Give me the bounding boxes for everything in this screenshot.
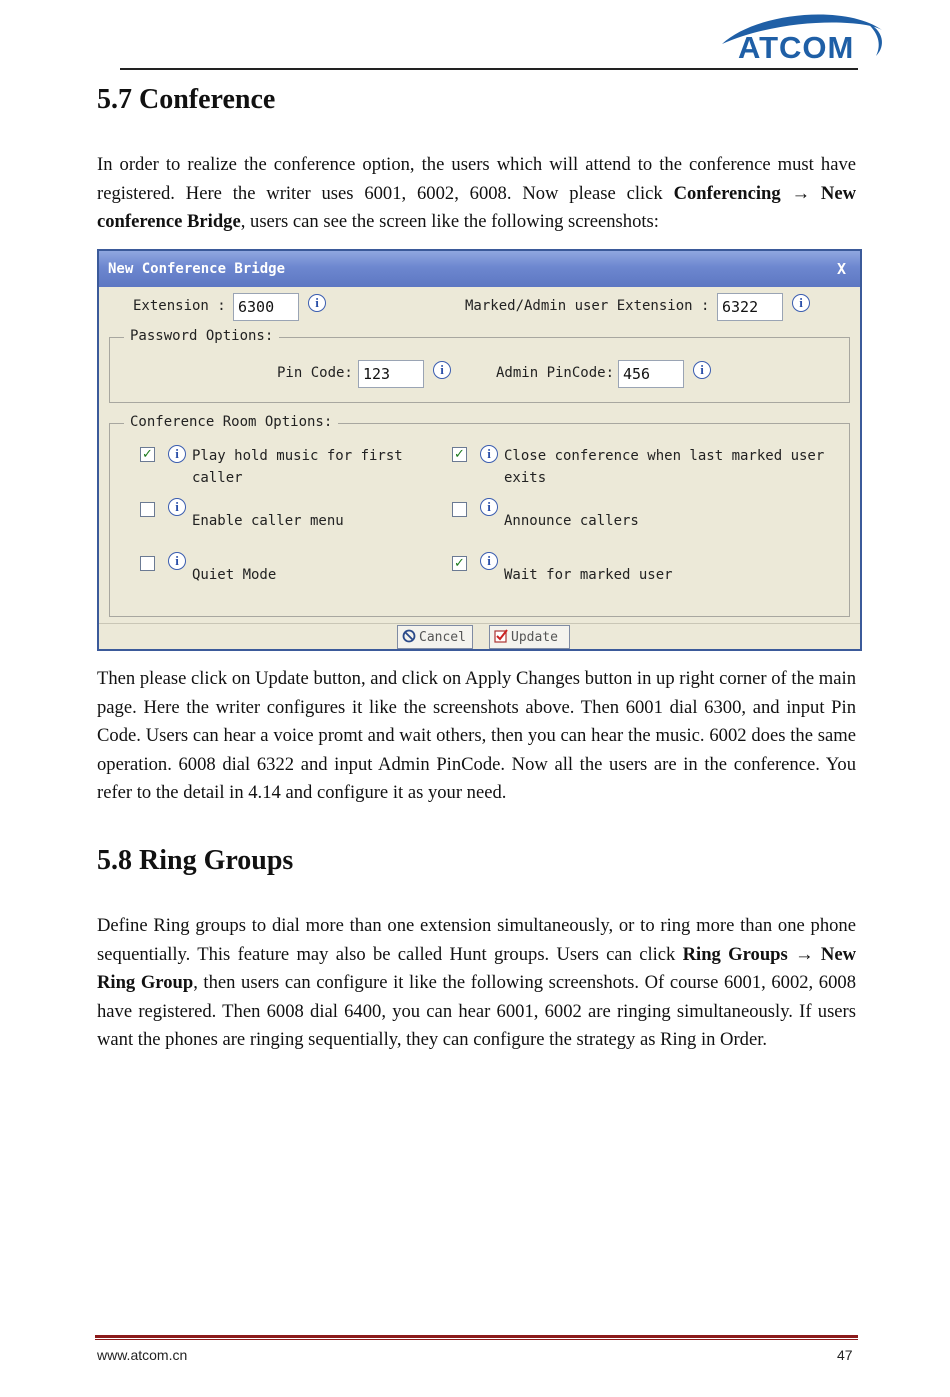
conference-bridge-dialog — [97, 249, 862, 651]
pin-code-label: Pin Code: — [277, 365, 353, 381]
play-hold-music-line2: caller — [192, 470, 243, 486]
announce-callers-info-icon[interactable]: i — [480, 498, 498, 516]
quiet-mode-label: Quiet Mode — [192, 567, 277, 583]
admin-pin-input[interactable]: 456 — [618, 360, 684, 388]
pin-code-input[interactable]: 123 — [358, 360, 424, 388]
dialog-titlebar — [99, 251, 860, 287]
update-icon — [494, 629, 508, 643]
ring-text-2: , then users can configure it like the following screenshots. Of course 6001, 6002, 6008 have registered. Then 6008 dial 6400, you can hear 6001, 6002 are ringing simultaneously. If users want the phones are ringing sequentially, they can configure the strategy as Ring in Order. — [97, 972, 856, 1051]
intro-text-1: In order to realize the conference option, the users which will attend to the conference must have registered. Here the writer uses 6001, 6002, 6008. Now please click — [97, 154, 856, 204]
section-title-conference: 5.7 Conference — [97, 84, 276, 115]
marked-extension-info-icon[interactable]: i — [792, 294, 810, 312]
quiet-mode-info-icon[interactable]: i — [168, 552, 186, 570]
ring-groups-paragraph — [97, 912, 856, 1055]
close-conference-label — [504, 445, 824, 489]
conference-intro-paragraph — [97, 151, 856, 237]
cancel-button[interactable] — [397, 625, 473, 649]
password-options-legend: Password Options: — [124, 328, 279, 344]
quiet-mode-checkbox[interactable] — [140, 556, 155, 571]
marked-extension-input[interactable]: 6322 — [717, 293, 783, 321]
cancel-label: Cancel — [419, 630, 466, 645]
marked-extension-label: Marked/Admin user Extension : — [465, 298, 710, 314]
play-hold-music-info-icon[interactable]: i — [168, 445, 186, 463]
intro-arrow: → — [780, 182, 821, 204]
enable-caller-menu-checkbox[interactable] — [140, 502, 155, 517]
conference-room-options-legend: Conference Room Options: — [124, 414, 338, 430]
ring-bold-new-ring-group: New Ring Group — [97, 943, 856, 994]
close-conference-checkbox[interactable]: ✓ — [452, 447, 467, 462]
admin-pin-info-icon[interactable]: i — [693, 361, 711, 379]
wait-marked-user-checkbox[interactable]: ✓ — [452, 556, 467, 571]
atcom-logo — [716, 8, 886, 66]
cancel-icon — [402, 629, 416, 643]
play-hold-music-line1: Play hold music for first — [192, 448, 403, 464]
ring-text-1: Define Ring groups to dial more than one extension simultaneously, or to ring more than one phone sequentially. This feature may also be called Hunt groups. Users can click — [97, 915, 856, 965]
admin-pin-label: Admin PinCode: — [496, 365, 615, 381]
pin-code-info-icon[interactable]: i — [433, 361, 451, 379]
logo-text: ATCOM — [738, 30, 855, 65]
ring-arrow: → — [787, 943, 821, 965]
section-title-ring-groups: 5.8 Ring Groups — [97, 845, 294, 876]
announce-callers-checkbox[interactable] — [452, 502, 467, 517]
close-conference-info-icon[interactable]: i — [480, 445, 498, 463]
intro-text-2: , users can see the screen like the following screenshots: — [240, 211, 659, 233]
update-label: Update — [511, 630, 558, 645]
play-hold-music-checkbox[interactable]: ✓ — [140, 447, 155, 462]
ring-bold-ring-groups: Ring Groups — [682, 943, 788, 965]
page-number: 47 — [837, 1347, 853, 1363]
password-options-group — [109, 328, 850, 403]
extension-info-icon[interactable]: i — [308, 294, 326, 312]
dialog-button-bar — [99, 623, 860, 649]
intro-bold-new-bridge: New conference Bridge — [97, 182, 856, 233]
play-hold-music-label — [192, 445, 403, 489]
wait-marked-user-label: Wait for marked user — [504, 567, 673, 583]
header-rule — [120, 68, 858, 70]
footer-website: www.atcom.cn — [97, 1347, 188, 1363]
extension-input[interactable]: 6300 — [233, 293, 299, 321]
dialog-title: New Conference Bridge — [108, 261, 286, 277]
footer-rule — [95, 1335, 858, 1338]
intro-bold-conferencing: Conferencing — [673, 182, 781, 204]
conference-instructions-paragraph: Then please click on Update button, and click on Apply Changes button in up right corner of the main page. Here the writer configures it like the screenshots above. Then 6001 dial 6300, and input Pin Code. Users can hear a voice promt and wait others, then you can hear the music. 6002 does the same operation. 6008 dial 6322 and input Admin PinCode. Now all the users are in the conference. You refer to the detail in 4.14 and configure it as your need. — [97, 668, 856, 804]
close-conference-line1: Close conference when last marked user — [504, 448, 825, 464]
dialog-close-button[interactable]: X — [836, 260, 846, 278]
close-conference-line2: exits — [504, 470, 547, 486]
announce-callers-label: Announce callers — [504, 513, 639, 529]
extension-label: Extension : — [133, 298, 226, 314]
update-button[interactable] — [489, 625, 570, 649]
wait-marked-user-info-icon[interactable]: i — [480, 552, 498, 570]
enable-caller-menu-label: Enable caller menu — [192, 513, 344, 529]
footer-rule-thin — [95, 1339, 858, 1340]
enable-caller-menu-info-icon[interactable]: i — [168, 498, 186, 516]
